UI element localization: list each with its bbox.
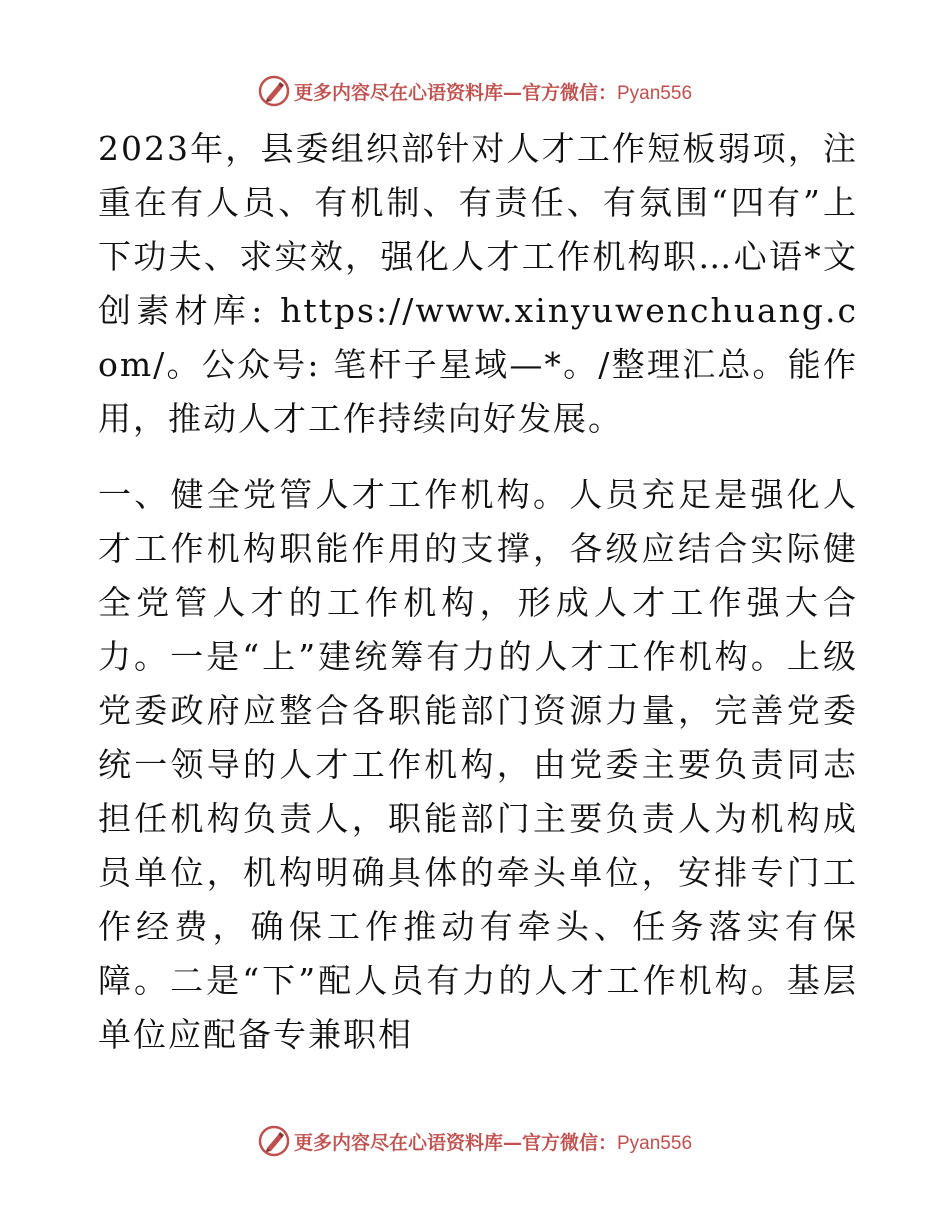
banner-text: 更多内容尽在心语资料库—官方微信：Pyan556 [293, 81, 693, 104]
paragraph-section-1: 一、健全党管人才工作机构。人员充足是强化人才工作机构职能作用的支撑，各级应结合实际健全党管人才的工作机构，形成人才工作强大合力。一是“上”建统筹有力的人才工作机构。上级党委政府应整合各职能部门资源力量，完善党委统一领导的人才工作机构，由党委主要负责同志担任机构负责人，职能部门主要负责人为机构成员单位，机构明确具体的牵头单位，安排专门工作经费，确保工作推动有牵头、任务落实有保障。二是“下”配人员有力的人才工作机构。基层单位应配备专兼职相 [98, 475, 858, 1054]
pen-logo-icon [258, 1125, 290, 1157]
footer-banner [0, 1121, 950, 1161]
document-body [98, 122, 858, 1062]
banner-text: 更多内容尽在心语资料库—官方微信：Pyan556 [293, 1131, 693, 1154]
wechat-id: Pyan556 [617, 1132, 693, 1154]
header-banner [0, 71, 950, 111]
pen-logo-icon [258, 75, 290, 107]
paragraph-intro: 2023年，县委组织部针对人才工作短板弱项，注重在有人员、有机制、有责任、有氛围“四有”上下功夫、求实效，强化人才工作机构职…心语*文创素材库: https://www.xinyuwenchuang.com/。公众号: 笔杆子星域—*。/整理汇总。能作用，推动人才工作持续向好发展。 [98, 129, 858, 438]
wechat-id: Pyan556 [617, 82, 693, 104]
